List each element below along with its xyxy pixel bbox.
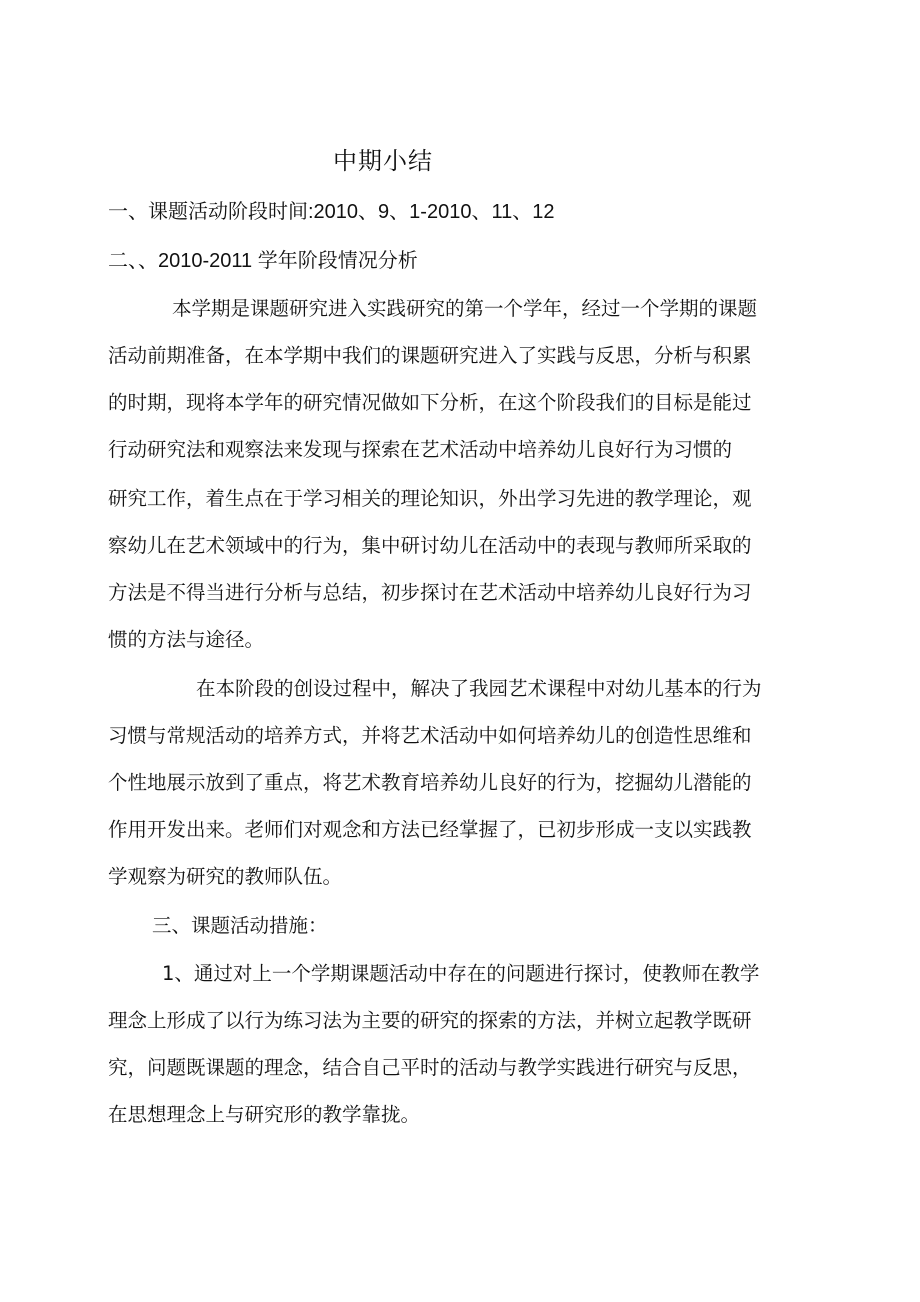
paragraph-line: 理念上形成了以行为练习法为主要的研究的探索的方法，并树立起教学既研	[108, 1009, 752, 1032]
section-2-heading: 二、、2010-2011 学年阶段情况分析	[108, 250, 418, 272]
paragraph-line: 究，问题既课题的理念，结合自己平时的活动与教学实践进行研究与反思，	[108, 1056, 752, 1079]
paragraph-line: 在思想理念上与研究形的教学靠拢。	[108, 1103, 421, 1126]
section-1-heading: 一、课题活动阶段时间:2010、9、1-2010、11、12	[108, 201, 555, 223]
paragraph-line: 方法是不得当进行分析与总结，初步探讨在艺术活动中培养幼儿良好行为习	[108, 581, 752, 604]
paragraph-line: 在本阶段的创设过程中，解决了我园艺术课程中对幼儿基本的行为	[196, 677, 762, 700]
paragraph-line: 学观察为研究的教师队伍。	[108, 865, 343, 888]
paragraph-line: 惯的方法与途径。	[108, 628, 265, 651]
paragraph-line: 研究工作，着生点在于学习相关的理论知识，外出学习先进的教学理论，观	[108, 487, 752, 510]
paragraph-line: 习惯与常规活动的培养方式，并将艺术活动中如何培养幼儿的创造性思维和	[108, 724, 752, 747]
paragraph-line: 的时期，现将本学年的研究情况做如下分析，在这个阶段我们的目标是能过	[108, 391, 752, 414]
document-title: 中期小结	[333, 147, 433, 175]
paragraph-line: 作用开发出来。老师们对观念和方法已经掌握了，已初步形成一支以实践教	[108, 818, 752, 841]
paragraph-line: 本学期是课题研究进入实践研究的第一个学年，经过一个学期的课题	[172, 297, 758, 320]
paragraph-line: 行动研究法和观察法来发现与探索在艺术活动中培养幼儿良好行为习惯的	[108, 438, 733, 461]
paragraph-line: 个性地展示放到了重点，将艺术教育培养幼儿良好的行为，挖掘幼儿潜能的	[108, 771, 752, 794]
paragraph-line: 活动前期准备，在本学期中我们的课题研究进入了实践与反思，分析与积累	[108, 344, 752, 367]
paragraph-line: 1、通过对上一个学期课题活动中存在的问题进行探讨，使教师在教学	[162, 962, 760, 985]
section-3-heading: 三、课题活动措施：	[152, 914, 328, 937]
paragraph-line: 察幼儿在艺术领域中的行为，集中研讨幼儿在活动中的表现与教师所采取的	[108, 534, 752, 557]
